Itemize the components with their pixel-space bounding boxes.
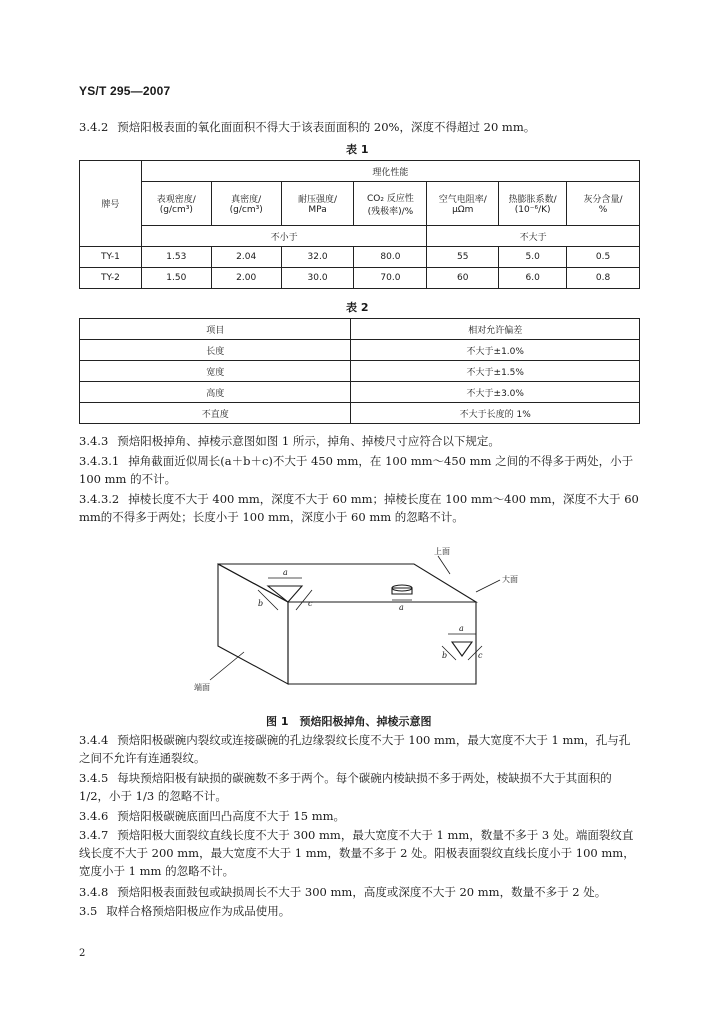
clause-number: 3.4.8 bbox=[79, 885, 109, 899]
table-cell: 1.50 bbox=[141, 268, 211, 289]
clause-text: 掉棱长度不大于 400 mm，深度不大于 60 mm；掉棱长度在 100 mm～400 mm，深度不大于 60 mm的不得多于两处；长度小于 100 mm，深度小于 60 mm 的忽略不计。 bbox=[79, 492, 639, 524]
clause-number: 3.4.3.2 bbox=[79, 492, 120, 506]
clause-text: 预焙阳极掉角、掉棱示意图如图 1 所示，掉角、掉棱尺寸应符合以下规定。 bbox=[117, 434, 500, 448]
table2-header-item: 项目 bbox=[80, 319, 351, 340]
col-line2: μΩm bbox=[452, 205, 474, 215]
table-cell: 不大于±3.0% bbox=[351, 382, 640, 403]
table-cell: 32.0 bbox=[281, 247, 354, 268]
clause-3-5 bbox=[79, 902, 639, 920]
table-cell: 1.53 bbox=[141, 247, 211, 268]
table1-col-header bbox=[354, 182, 427, 226]
page-number: 2 bbox=[79, 948, 86, 959]
clause-number: 3.5 bbox=[79, 904, 98, 918]
table-cell: 70.0 bbox=[354, 268, 427, 289]
table-row-brand: TY-1 bbox=[80, 247, 142, 268]
table-cell: 2.04 bbox=[211, 247, 281, 268]
clause-number: 3.4.6 bbox=[79, 809, 109, 823]
table2-header-deviation: 相对允许偏差 bbox=[351, 319, 640, 340]
clause-number: 3.4.7 bbox=[79, 828, 109, 842]
dim-c-label: c bbox=[308, 599, 313, 608]
end-face bbox=[218, 564, 288, 684]
table1-col-header bbox=[281, 182, 354, 226]
table-cell: 不大于长度的 1% bbox=[351, 403, 640, 424]
table-cell: 60 bbox=[427, 268, 499, 289]
clause-3-4-6 bbox=[79, 807, 639, 825]
col-line2: % bbox=[598, 205, 608, 215]
table1 bbox=[79, 160, 640, 289]
table-cell: 80.0 bbox=[354, 247, 427, 268]
clause-text: 预焙阳极表面的氧化面面积不得大于该表面面积的 20%，深度不得超过 20 mm。 bbox=[117, 120, 536, 134]
col-line1: 表观密度/ bbox=[156, 195, 196, 205]
table1-brand-header: 牌号 bbox=[80, 161, 142, 247]
col-line1: 灰分含量/ bbox=[583, 195, 623, 205]
table2-caption: 表 2 bbox=[346, 301, 369, 314]
table1-col-header bbox=[499, 182, 567, 226]
clause-3-4-4 bbox=[79, 731, 639, 767]
col-line1: 空气电阻率/ bbox=[438, 195, 487, 205]
dim-b-face-label: b bbox=[442, 651, 448, 660]
top-face bbox=[218, 564, 476, 602]
big-face bbox=[288, 602, 476, 684]
table1-not-less-header: 不小于 bbox=[141, 226, 426, 247]
table1-col-header bbox=[211, 182, 281, 226]
figure1-anode-diagram bbox=[180, 544, 560, 704]
clause-text: 预焙阳极表面鼓包或缺损周长不大于 300 mm，高度或深度不大于 20 mm，数量不多于 2 处。 bbox=[117, 885, 607, 899]
clause-number: 3.4.5 bbox=[79, 771, 109, 785]
dim-b-label: b bbox=[258, 599, 264, 608]
figure1-caption: 图 1 预焙阳极掉角、掉棱示意图 bbox=[266, 715, 432, 728]
leader-big bbox=[476, 580, 500, 592]
clause-text: 取样合格预焙阳极应作为成品使用。 bbox=[106, 904, 291, 918]
clause-3-4-3-1 bbox=[79, 452, 639, 488]
col-line2: MPa bbox=[308, 205, 327, 215]
clause-number: 3.4.3 bbox=[79, 434, 109, 448]
col-line1: 真密度/ bbox=[231, 195, 262, 205]
dim-a-face-label: a bbox=[459, 624, 464, 633]
table-cell: 30.0 bbox=[281, 268, 354, 289]
clause-text: 预焙阳极碳碗内裂纹或连接碳碗的孔边缘裂纹长度不大于 100 mm，最大宽度不大于 1 mm，孔与孔之间不允许有连通裂纹。 bbox=[79, 733, 631, 765]
table1-col-header bbox=[427, 182, 499, 226]
clause-3-4-3-2 bbox=[79, 490, 639, 526]
table-cell: 0.5 bbox=[567, 247, 640, 268]
table-cell: 0.8 bbox=[567, 268, 640, 289]
label-top-face: 上面 bbox=[434, 547, 450, 556]
dim-a-edge-label: a bbox=[399, 603, 404, 612]
dim-c-face-label: c bbox=[478, 651, 483, 660]
col-line2: (10⁻⁶/K) bbox=[514, 205, 551, 215]
table-cell: 高度 bbox=[80, 382, 351, 403]
table-cell: 55 bbox=[427, 247, 499, 268]
clause-number: 3.4.3.1 bbox=[79, 454, 120, 468]
col-line1: CO₂ 反应性 bbox=[366, 193, 414, 204]
table-cell: 不大于±1.0% bbox=[351, 340, 640, 361]
face-chip bbox=[452, 642, 472, 656]
col-line2: (g/cm³) bbox=[159, 205, 193, 215]
clause-text: 掉角截面近似周长(a＋b＋c)不大于 450 mm，在 100 mm～450 mm 之间的不得多于两处，小于 100 mm 的不计。 bbox=[79, 454, 634, 486]
clause-3-4-3 bbox=[79, 432, 639, 450]
dim-a-label: a bbox=[283, 568, 288, 577]
table-row-brand: TY-2 bbox=[80, 268, 142, 289]
clause-number: 3.4.2 bbox=[79, 120, 109, 134]
table-cell: 不直度 bbox=[80, 403, 351, 424]
table2 bbox=[79, 318, 640, 424]
leader-end bbox=[210, 652, 244, 680]
clause-3-4-8 bbox=[79, 883, 639, 901]
col-line1: 耐压强度/ bbox=[298, 195, 338, 205]
clause-3-4-2 bbox=[79, 118, 639, 136]
table-cell: 长度 bbox=[80, 340, 351, 361]
table-cell: 5.0 bbox=[499, 247, 567, 268]
label-big-face: 大面 bbox=[502, 575, 518, 584]
clause-number: 3.4.4 bbox=[79, 733, 109, 747]
clause-text: 预焙阳极碳碗底面凹凸高度不大于 15 mm。 bbox=[117, 809, 346, 823]
col-line1: 热膨胀系数/ bbox=[508, 195, 557, 205]
standard-code-header: YS/T 295—2007 bbox=[79, 84, 171, 98]
table1-col-header bbox=[141, 182, 211, 226]
clause-text: 每块预焙阳极有缺损的碳碗数不多于两个。每个碳碗内棱缺损不多于两处，棱缺损不大于其面积的 1/2，小于 1/3 的忽略不计。 bbox=[79, 771, 612, 803]
table1-col-header bbox=[567, 182, 640, 226]
table-cell: 不大于±1.5% bbox=[351, 361, 640, 382]
col-line2: (残极率)/% bbox=[367, 206, 414, 217]
table1-group-header: 理化性能 bbox=[141, 161, 639, 182]
label-end-face: 端面 bbox=[194, 683, 210, 692]
leader-top bbox=[438, 556, 450, 574]
table-cell: 宽度 bbox=[80, 361, 351, 382]
col-line2: (g/cm³) bbox=[229, 205, 263, 215]
table1-not-more-header: 不大于 bbox=[427, 226, 640, 247]
table-cell: 2.00 bbox=[211, 268, 281, 289]
table-cell: 6.0 bbox=[499, 268, 567, 289]
clause-3-4-7 bbox=[79, 826, 639, 880]
clause-text: 预焙阳极大面裂纹直线长度不大于 300 mm，最大宽度不大于 1 mm，数量不多于 3 处。端面裂纹直线长度不大于 200 mm，最大宽度不大于 1 mm，数量不多于 2 处。阳极表面裂纹直线长度小于 100 mm，宽度小于 1 mm 的忽略不计。 bbox=[79, 828, 635, 878]
table1-caption: 表 1 bbox=[346, 143, 369, 156]
clause-3-4-5 bbox=[79, 769, 639, 805]
